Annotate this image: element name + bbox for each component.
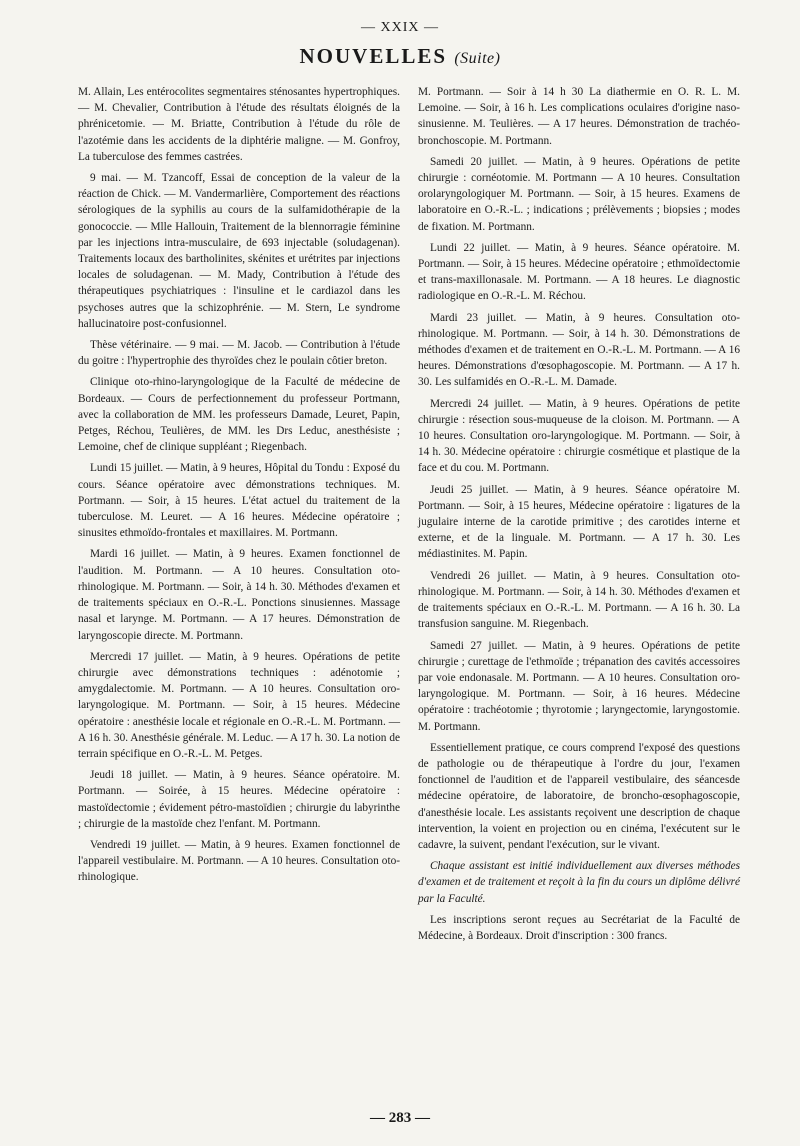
page-title bbox=[0, 44, 800, 69]
paragraph: 9 mai. — M. Tzancoff, Essai de conception de la valeur de la réaction de Chick. — M. Vandermarlière, Comportement des réactions sérologiques de la syphilis au cours de la sulfamidothérapie de la gonococcie. — Mlle Hallouin, Traitement de la blennorragie féminine par les injections intra-musculaire, de 693 injectable (soludagenan). Traitements locaux des bartholinites, skénites et urétrites par injections locales de soludagenan. — M. Mady, Contribution à l'étude des thérapeutiques psychiatriques : l'insuline et le cardiazol dans les psychoses autres que la schizophrénie. — M. Stern, Le syndrome hallucinatoire post-confusionnel. bbox=[78, 172, 400, 330]
paragraph: M. Allain, Les entérocolites segmentaires sténosantes hypertrophiques. — M. Chevalier, Contribution à l'étude des résultats éloignés de la phrénicetomie. — M. Briatte, Contribution à l'étude du rôle de l'azotémie dans les accidents de la diphtérie maligne. — M. Gonfroy, La tuberculose des femmes castrées. bbox=[78, 86, 400, 163]
paragraph: Clinique oto-rhino-laryngologique de la Faculté de médecine de Bordeaux. — Cours de perfectionnement du professeur Portmann, avec la collaboration de MM. les professeurs Damade, Leuret, Papin, Petges, Réchou, Teulières, de MM. les Drs Leduc, anesthésiste ; Lemoine, chef de clinique suppléant ; Riegenbach. bbox=[78, 376, 400, 454]
title-suite: (Suite) bbox=[454, 50, 501, 67]
paragraph: Mercredi 24 juillet. — Matin, à 9 heures. Opérations de petite chirurgie : résection sous-muqueuse de la cloison. M. Portmann. — A 10 heures. Consultation oro-laryngologique. M. Portmann. — Soir, à 14 h. 30. Médecine opératoire : chirurgie cosmétique et plastique de la face et du cou. M. Portmann. bbox=[418, 397, 740, 475]
paragraph: Mardi 16 juillet. — Matin, à 9 heures. Examen fonctionnel de l'audition. M. Portmann. — A 10 heures. Consultation oto-rhinologique. M. Portmann. — Soir, à 14 h. 30. Méthodes d'examen et de traitements spéciaux en O.-R.-L. Ponctions sinusiennes. Massage nasal et larynge. M. Portmann. — A 17 heures. Démonstration de laryngoscopie directe. M. Portmann. bbox=[78, 548, 400, 642]
paragraph: Lundi 22 juillet. — Matin, à 9 heures. Séance opératoire. M. Portmann. — Soir, à 15 heures. Médecine opératoire ; ethmoïdectomie et trans-maxillonasale. M. Portmann. — A 18 heures. Le diagnostic radiologique en O.-R.-L. M. Réchou. bbox=[418, 241, 740, 303]
paragraph: Chaque assistant est initié individuellement aux diverses méthodes d'examen et de traitement et reçoit à la fin du cours un diplôme délivré par la Faculté. bbox=[418, 860, 740, 905]
paragraph: Vendredi 26 juillet. — Matin, à 9 heures. Consultation oto-rhinologique. M. Portmann. — Soir, à 14 h. 30. Méthodes d'examen et de traitements spéciaux en O.-R.-L. M. Portmann. — A 16 h. 30. La transfusion sanguine. M. Riegenbach. bbox=[418, 569, 740, 631]
paragraph: Les inscriptions seront reçues au Secrétariat de la Faculté de Médecine, à Bordeaux. Droit d'inscription : 300 francs. bbox=[418, 913, 740, 942]
paragraph: Mercredi 17 juillet. — Matin, à 9 heures. Opérations de petite chirurgie avec démonstrations techniques : adénotomie ; amygdalectomie. M. Portmann. — A 10 heures. Consultation oro-laryngologique. M. Portmann. — Soir, à 15 heures. Médecine opératoire : anesthésie locale et régionale en O.-R.-L. M. Portmann. — A 16 h. 30. Anesthésie générale. M. Leduc. — A 17 h. 30. La notion de terrain spécifique en O.-R.-L. M. Petges. bbox=[78, 650, 400, 760]
running-header: — XXIX — bbox=[361, 20, 439, 35]
paragraph: Jeudi 25 juillet. — Matin, à 9 heures. Séance opératoire M. Portmann. — Soir, à 15 heures, Médecine opératoire : ligatures de la jugulaire interne de la carotide primitive ; des carotides interne et externe, et de la linguale. M. Portmann. — A 17 h. 30. Les médiastinites. M. Papin. bbox=[418, 483, 740, 561]
paragraph: M. Portmann. — Soir à 14 h 30 La diathermie en O. R. L. M. Lemoine. — Soir, à 16 h. Les complications oculaires d'origine naso-sinusienne. M. Teulières. — A 17 heures. Démonstration de trachéo-bronchoscopie. M. Portmann. bbox=[418, 86, 740, 147]
paragraph: Jeudi 18 juillet. — Matin, à 9 heures. Séance opératoire. M. Portmann. — Soirée, à 15 heures. Médecine opératoire : mastoïdectomie ; évidement pétro-mastoïdien ; chirurgie du labyrinthe ; chirurgie de la mastoïde chez l'enfant. M. Portmann. bbox=[78, 769, 400, 830]
paragraph: Vendredi 19 juillet. — Matin, à 9 heures. Examen fonctionnel de l'appareil vestibulaire. M. Portmann. — A 10 heures. Consultation oto-rhinologique. bbox=[78, 838, 400, 884]
right-column bbox=[418, 84, 740, 949]
paragraph: Samedi 20 juillet. — Matin, à 9 heures. Opérations de petite chirurgie : cornéotomie. M. Portmann — A 10 heures. Consultation orolaryngologiquer M. Portmann. — Soir, à 15 heures. Examens de laboratoire en O.-R.-L. ; indications ; prélèvements ; biopsies ; modes de fixation. M. Portmann. bbox=[418, 155, 740, 233]
paragraph: Lundi 15 juillet. — Matin, à 9 heures, Hôpital du Tondu : Exposé du cours. Séance opératoire avec démonstrations techniques. M. Portmann. — Soir, à 15 heures. L'état actuel du traitement de la tuberculose. M. Leuret. — A 16 heures. Médecine opératoire ; sinusites ethmoïdo-frontales et maxillaires. M. Portmann. bbox=[78, 462, 400, 540]
paragraph: Mardi 23 juillet. — Matin, à 9 heures. Consultation oto-rhinologique. M. Portmann. — Soir, à 14 h. 30. Démonstrations de méthodes d'examen et de traitement en O.-R.-L. M. Portmann. — A 16 heures. Démonstrations d'œsophagoscopie. M. Portmann. — A 17 h. 30. Les sulfamidés en O.-R.-L. M. Damade. bbox=[418, 311, 740, 389]
paragraph: Samedi 27 juillet. — Matin, à 9 heures. Opérations de petite chirurgie ; curettage de l'ethmoïde ; trépanation des cavités accessoires par voie endonasale. M. Portmann. — A 10 heures. Consultation oro-laryngologique. M. Portmann. — Soir, à 16 heures. Médecine opératoire : trachéotomie ; thyrotomie ; laryngectomie, laryngostomie. M. Portmann. bbox=[418, 639, 740, 733]
page-number: — 283 — bbox=[370, 1110, 430, 1126]
paragraph: Thèse vétérinaire. — 9 mai. — M. Jacob. — Contribution à l'étude du goitre : l'hypertrophie des thyroïdes chez le poulain côtier breton. bbox=[78, 339, 400, 368]
title-main: NOUVELLES bbox=[299, 44, 448, 68]
paragraph: Essentiellement pratique, ce cours comprend l'exposé des questions de pathologie ou de thérapeutique à l'ordre du jour, l'examen fonctionnel de l'audition et de l'appareil vestibulaire, des séancesde médecine opératoire, de laboratoire, de broncho-œsophagoscopie, d'anesthésie locale. Les assistants reçoivent une description de chaque intervention, la voient en projection ou en cinéma, l'exécutent sur le cadavre, la suivent, pendant l'exécution, sur le vivant. bbox=[418, 741, 740, 851]
left-column bbox=[78, 84, 400, 891]
